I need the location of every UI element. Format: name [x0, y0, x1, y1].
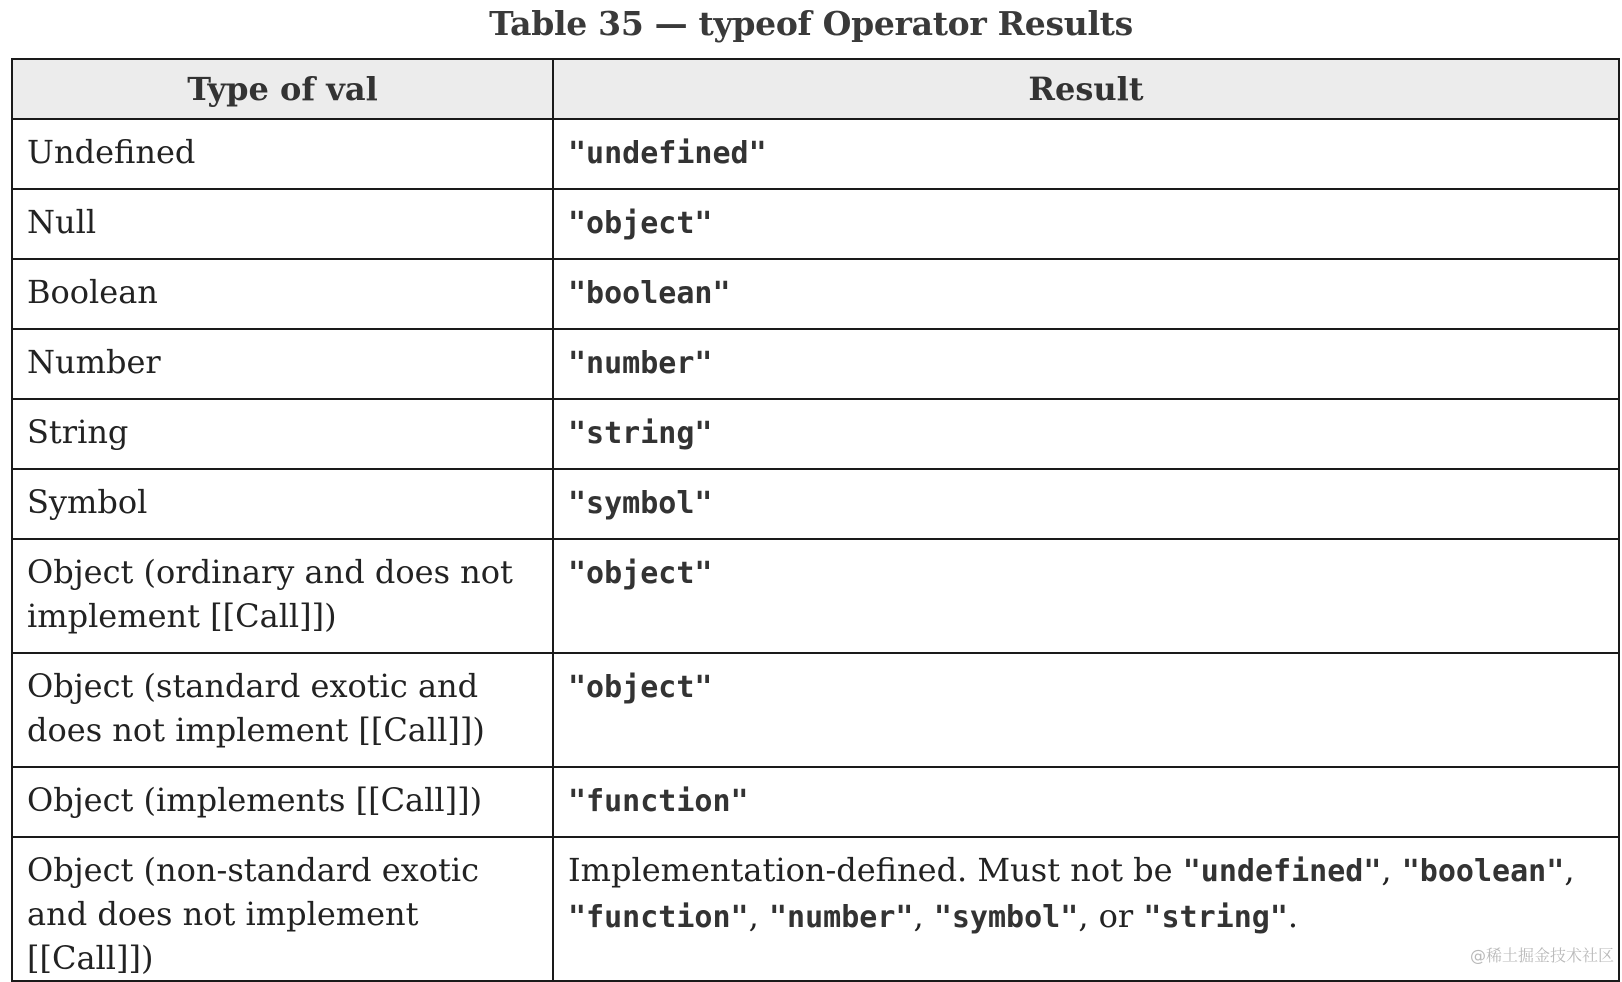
table-row — [12, 469, 1619, 539]
table-row — [12, 329, 1619, 399]
result-code: "object" — [568, 670, 713, 705]
table-row — [12, 399, 1619, 469]
result-separator: , or — [1078, 897, 1144, 935]
result-code: "function" — [568, 900, 749, 935]
result-code: "boolean" — [568, 276, 731, 311]
result-code: "undefined" — [568, 136, 767, 171]
table-header-row — [12, 59, 1619, 119]
table-row — [12, 653, 1619, 767]
type-cell: Number — [12, 329, 553, 399]
typeof-results-table — [11, 58, 1620, 982]
result-cell — [553, 399, 1619, 469]
watermark-text: @稀土掘金技术社区 — [1469, 946, 1614, 965]
result-cell — [553, 837, 1619, 981]
result-code: "number" — [568, 346, 713, 381]
result-end-punctuation: . — [1287, 897, 1299, 935]
result-cell — [553, 119, 1619, 189]
result-code: "boolean" — [1401, 854, 1565, 889]
result-code: "string" — [568, 416, 713, 451]
type-cell: Undefined — [12, 119, 553, 189]
table-row — [12, 259, 1619, 329]
type-cell: Object (implements [[Call]]) — [12, 767, 553, 837]
result-cell — [553, 189, 1619, 259]
result-code: "number" — [768, 900, 914, 935]
result-separator: , — [1564, 851, 1575, 889]
type-cell: Null — [12, 189, 553, 259]
result-cell — [553, 259, 1619, 329]
table-row — [12, 539, 1619, 653]
table-row — [12, 767, 1619, 837]
result-cell — [553, 539, 1619, 653]
result-cell — [553, 469, 1619, 539]
result-separator: , — [1381, 851, 1402, 889]
type-cell: Boolean — [12, 259, 553, 329]
result-lead-text: Implementation-defined. Must not be — [568, 851, 1183, 889]
table-row — [12, 189, 1619, 259]
type-cell: Symbol — [12, 469, 553, 539]
header-result: Result — [553, 59, 1619, 119]
type-cell: Object (standard exotic and does not implement [[Call]]) — [12, 653, 553, 767]
result-code: "undefined" — [1182, 854, 1382, 889]
result-separator: , — [748, 897, 769, 935]
table-row — [12, 119, 1619, 189]
table-row — [12, 837, 1619, 981]
result-code: "object" — [568, 556, 713, 591]
result-cell — [553, 329, 1619, 399]
type-cell: Object (ordinary and does not implement [[Call]]) — [12, 539, 553, 653]
table-caption: Table 35 — typeof Operator Results — [489, 4, 1133, 43]
result-code: "function" — [568, 784, 749, 819]
result-cell — [553, 653, 1619, 767]
header-type-of-val: Type of val — [12, 59, 553, 119]
result-code: "object" — [568, 206, 713, 241]
result-separator: , — [913, 897, 934, 935]
result-code: "string" — [1143, 900, 1288, 935]
result-code: "symbol" — [568, 486, 713, 521]
result-code: "symbol" — [933, 900, 1079, 935]
result-cell — [553, 767, 1619, 837]
type-cell: Object (non-standard exotic and does not implement [[Call]]) — [12, 837, 553, 981]
type-cell: String — [12, 399, 553, 469]
